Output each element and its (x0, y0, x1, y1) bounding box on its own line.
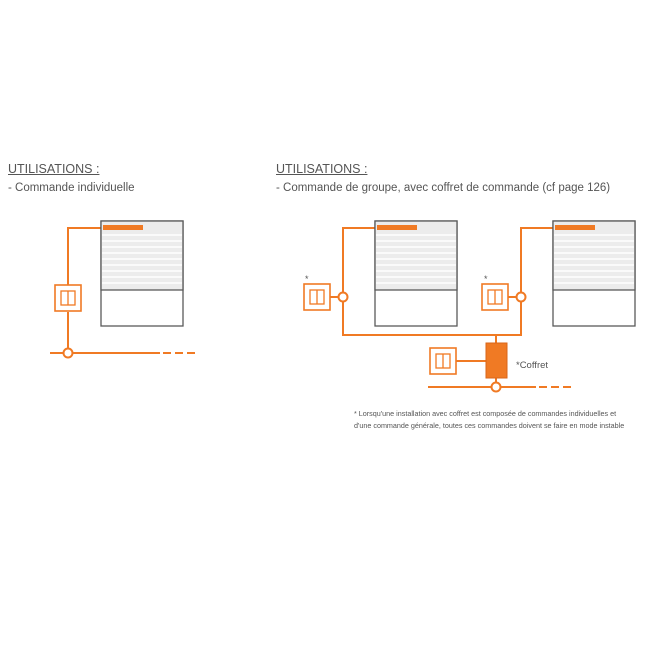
switch-marker-1: * (305, 274, 309, 284)
right-diagram (304, 221, 635, 392)
left-shutter (101, 221, 183, 326)
right-switch-2-icon (482, 284, 508, 310)
left-diagram (50, 221, 196, 358)
left-title: UTILISATIONS : (8, 162, 100, 176)
coffret-box (486, 343, 507, 378)
coffret-label: *Coffret (516, 360, 549, 371)
right-shutter-1 (375, 221, 457, 326)
right-motor-bar-2 (555, 225, 595, 230)
right-motor-bar-1 (377, 225, 417, 230)
right-subtitle: - Commande de groupe, avec coffret de commande (cf page 126) (276, 182, 611, 194)
left-wire-top (68, 228, 101, 285)
left-switch-icon (55, 285, 81, 311)
left-subtitle: - Commande individuelle (8, 182, 135, 194)
right-switch-1-icon (304, 284, 330, 310)
switch-marker-2: * (484, 274, 488, 284)
left-motor-bar (103, 225, 143, 230)
right-bus-junction (492, 383, 501, 392)
left-bus-junction (64, 349, 73, 358)
right-title: UTILISATIONS : (276, 162, 368, 176)
right-wire-2 (496, 228, 553, 335)
right-junction-2 (517, 293, 526, 302)
footnote-line-2: d'une commande générale, toutes ces commandes doivent se faire en mode instable (354, 421, 625, 430)
right-junction-1 (339, 293, 348, 302)
footnote-line-1: * Lorsqu'une installation avec coffret est composée de commandes individuelles et (354, 409, 617, 418)
right-shutter-2 (553, 221, 635, 326)
general-switch-icon (430, 348, 456, 374)
